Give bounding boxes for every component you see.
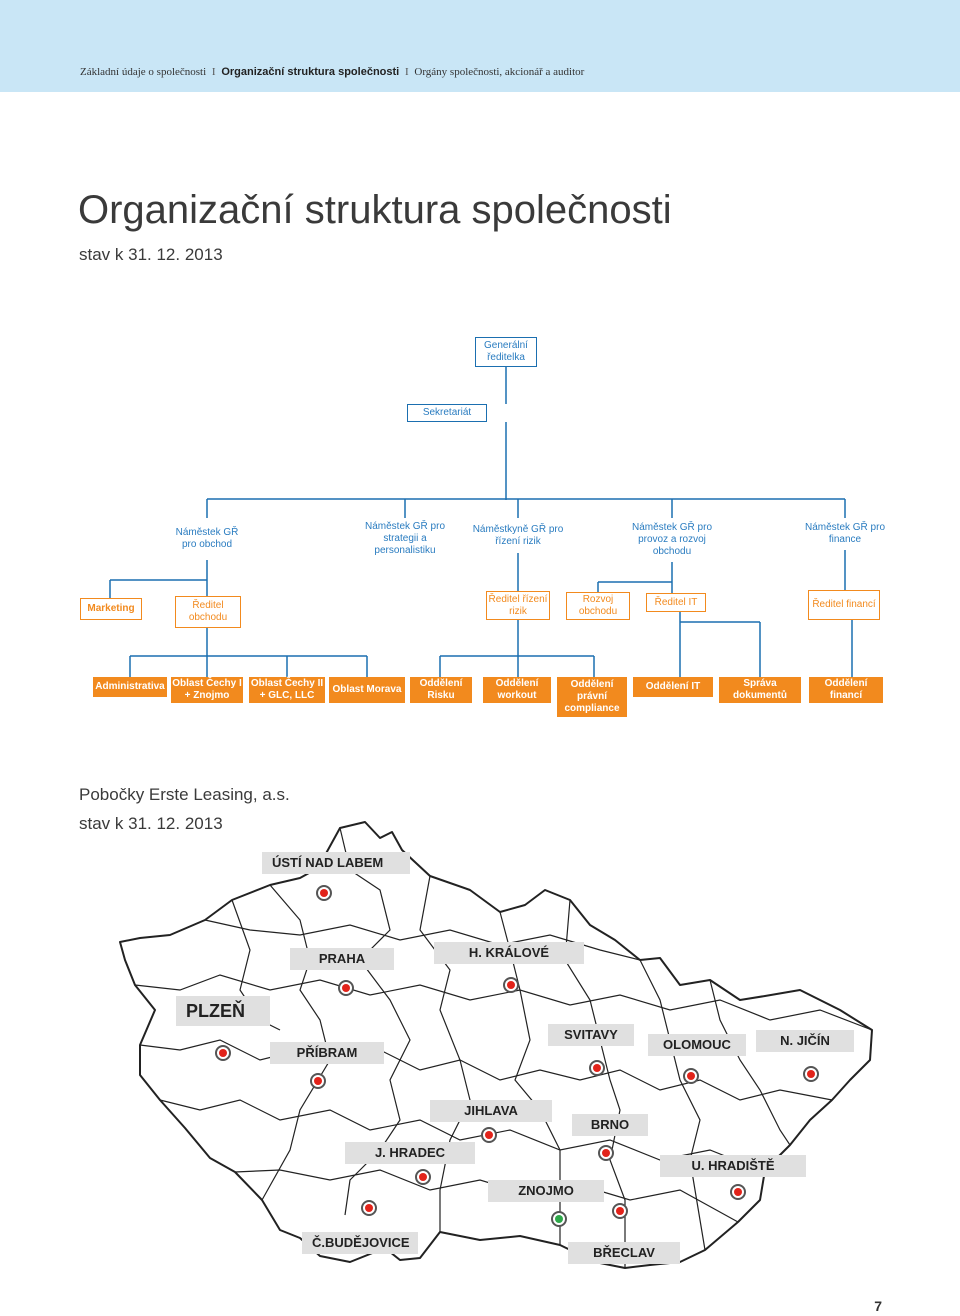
org-box-ceo: Generální ředitelka xyxy=(475,337,537,367)
location-pin-icon xyxy=(481,1127,497,1143)
location-pin-icon xyxy=(589,1060,605,1076)
org-box-department: Oblast Morava xyxy=(329,677,405,703)
org-box-department: Oddělení právní compliance xyxy=(557,677,627,717)
location-pin-icon xyxy=(730,1184,746,1200)
breadcrumb-item[interactable]: Základní údaje o společnosti xyxy=(80,66,207,78)
city-label: Č.BUDĚJOVICE xyxy=(302,1232,418,1254)
city-label: U. HRADIŠTĚ xyxy=(660,1155,806,1177)
location-pin-icon xyxy=(598,1145,614,1161)
org-box-deputy: Náměstek GŘ pro strategii a personalistiku xyxy=(358,518,452,560)
org-box-department: Správa dokumentů xyxy=(719,677,801,703)
org-box-director: Ředitel financí xyxy=(808,590,880,620)
location-pin-icon xyxy=(503,977,519,993)
org-box-department: Oddělení IT xyxy=(633,677,713,697)
location-pin-icon xyxy=(338,980,354,996)
breadcrumb-item-current[interactable]: Organizační struktura společnosti xyxy=(221,66,400,78)
org-box-deputy: Náměstkyně GŘ pro řízení rizik xyxy=(468,518,568,553)
location-pin-icon xyxy=(803,1066,819,1082)
location-pin-icon xyxy=(310,1073,326,1089)
city-label: OLOMOUC xyxy=(648,1034,746,1056)
city-label: SVITAVY xyxy=(548,1024,634,1046)
city-label: PRAHA xyxy=(290,948,394,970)
branches-title: Pobočky Erste Leasing, a.s. xyxy=(79,785,290,804)
org-box-department: Oddělení Risku xyxy=(410,677,472,703)
page-title: Organizační struktura společnosti xyxy=(78,188,672,232)
page-subtitle: stav k 31. 12. 2013 xyxy=(79,245,223,264)
city-label: ZNOJMO xyxy=(488,1180,604,1202)
org-box-department: Oblast Čechy II + GLC, LLC xyxy=(250,678,324,701)
org-box-deputy: Náměstek GŘ pro provoz a rozvoj obchodu xyxy=(626,518,718,562)
org-box-director: Ředitel obchodu xyxy=(175,596,241,628)
city-label: H. KRÁLOVÉ xyxy=(434,942,584,964)
page-number: 7 xyxy=(874,1298,882,1314)
city-label: N. JIČÍN xyxy=(756,1030,854,1052)
location-pin-icon xyxy=(316,885,332,901)
org-box-secretariat: Sekretariát xyxy=(407,404,487,422)
city-label: BŘECLAV xyxy=(568,1242,680,1264)
city-label: ÚSTÍ NAD LABEM xyxy=(262,852,410,874)
org-box-deputy: Náměstek GŘ pro finance xyxy=(804,518,886,550)
city-label: BRNO xyxy=(572,1114,648,1136)
org-box-director: Marketing xyxy=(80,598,142,620)
branches-subtitle: stav k 31. 12. 2013 xyxy=(79,814,223,833)
city-label: J. HRADEC xyxy=(345,1142,475,1164)
org-box-deputy: Náměstek GŘ pro obchod xyxy=(174,518,240,560)
location-pin-icon xyxy=(551,1211,567,1227)
org-box-department: Oblast Čechy I + Znojmo xyxy=(172,678,242,701)
breadcrumb-item[interactable]: Orgány společnosti, akcionář a auditor xyxy=(414,66,585,78)
org-box-department: Administrativa xyxy=(93,677,167,697)
org-box-director: Ředitel IT xyxy=(646,593,706,612)
org-box-department: Oddělení financí xyxy=(809,677,883,703)
location-pin-icon xyxy=(612,1203,628,1219)
breadcrumb-separator: I xyxy=(404,66,409,78)
location-pin-icon xyxy=(215,1045,231,1061)
org-box-director: Rozvoj obchodu xyxy=(566,592,630,620)
location-pin-icon xyxy=(361,1200,377,1216)
city-label: PŘÍBRAM xyxy=(270,1042,384,1064)
breadcrumb-separator: I xyxy=(211,66,216,78)
city-label: PLZEŇ xyxy=(176,996,270,1026)
location-pin-icon xyxy=(415,1169,431,1185)
city-label: JIHLAVA xyxy=(430,1100,552,1122)
org-box-director: Ředitel řízení rizik xyxy=(486,591,550,620)
org-box-department: Oddělení workout xyxy=(483,677,551,703)
location-pin-icon xyxy=(683,1068,699,1084)
